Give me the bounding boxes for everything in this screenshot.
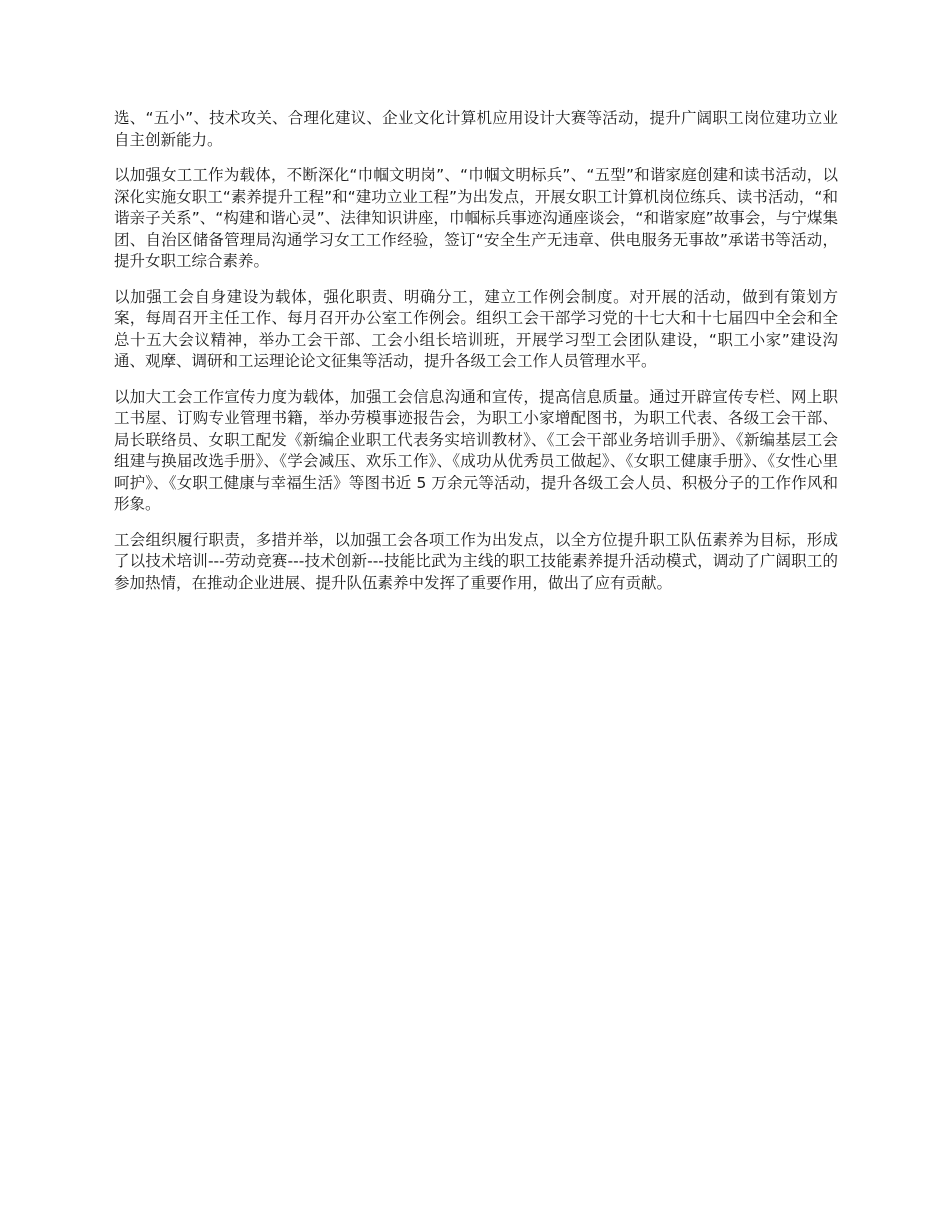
paragraph-2: 以加强女工工作为载体，不断深化“巾帼文明岗”、“巾帼文明标兵”、“五型”和谐家庭创建和读书活动，以深化实施女职工“素养提升工程”和“建功立业工程”为出发点，开展女职工计算机岗位练兵、读书活动，“和谐亲子关系”、“构建和谐心灵”、法律知识讲座，巾帼标兵事迹沟通座谈会，“和谐家庭”故事会，与宁煤集团、自治区储备管理局沟通学习女工工作经验，签订“安全生产无违章、供电服务无事故”承诺书等活动，提升女职工综合素养。 xyxy=(114,166,838,270)
paragraph-1: 选、“五小”、技术攻关、合理化建议、企业文化计算机应用设计大赛等活动，提升广阔职工岗位建功立业自主创新能力。 xyxy=(114,109,838,149)
document-body xyxy=(114,108,838,608)
paragraph-4: 以加大工会工作宣传力度为载体，加强工会信息沟通和宣传，提高信息质量。通过开辟宣传专栏、网上职工书屋、订购专业管理书籍，举办劳模事迹报告会，为职工小家增配图书，为职工代表、各级工会干部、局长联络员、女职工配发《新编企业职工代表务实培训教材》、《工会干部业务培训手册》、《新编基层工会组建与换届改选手册》、《学会减压、欢乐工作》、《成功从优秀员工做起》、《女职工健康手册》、《女性心里呵护》、《女职工健康与幸福生活》等图书近 5 万余元等活动，提升各级工会人员、积极分子的工作作风和形象。 xyxy=(114,387,838,513)
paragraph-3: 以加强工会自身建设为载体，强化职责、明确分工，建立工作例会制度。对开展的活动，做到有策划方案，每周召开主任工作、每月召开办公室工作例会。组织工会干部学习党的十七大和十七届四中全会和全总十五大会议精神，举办工会干部、工会小组长培训班，开展学习型工会团队建设，“职工小家”建设沟通、观摩、调研和工运理论论文征集等活动，提升各级工会工作人员管理水平。 xyxy=(114,287,838,370)
paragraph-5: 工会组织履行职责，多措并举，以加强工会各项工作为出发点，以全方位提升职工队伍素养为目标，形成了以技术培训---劳动竞赛---技术创新---技能比武为主线的职工技能素养提升活动模式，调动了广阔职工的参加热情，在推动企业进展、提升队伍素养中发挥了重要作用，做出了应有贡献。 xyxy=(114,530,838,592)
